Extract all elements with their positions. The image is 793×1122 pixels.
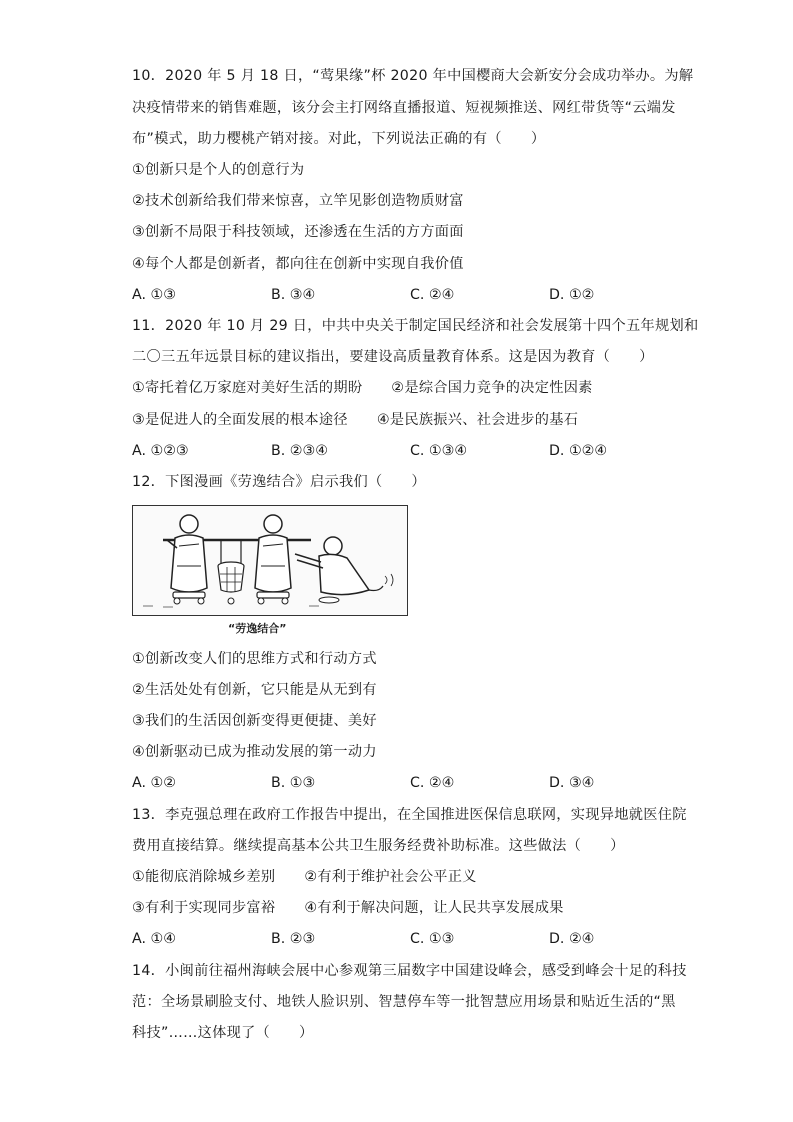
q11-option-c: C. ①③④ (410, 443, 468, 459)
q11-stem-line-2: 二〇三五年远景目标的建议指出，要建设高质量教育体系。这是因为教育（ ） (132, 349, 654, 365)
comic-figure-3 (295, 537, 393, 603)
q13-stem-line-2: 费用直接结算。继续提高基本公共卫生服务经费补助标准。这些做法（ ） (132, 838, 625, 854)
q12-item-1: ①创新改变人们的思维方式和行动方式 (132, 651, 377, 667)
q10-item-4: ④每个人都是创新者，都向往在创新中实现自我价值 (132, 256, 464, 272)
comic-basket (218, 540, 244, 604)
q14-stem-line-1: 14．小闽前往福州海峡会展中心参观第三届数字中国建设峰会，感受到峰会十足的科技 (132, 963, 687, 979)
q10-item-3: ③创新不局限于科技领域，还渗透在生活的方方面面 (132, 224, 464, 240)
comic-image (132, 505, 408, 616)
q12-stem-line-1: 12．下图漫画《劳逸结合》启示我们（ ） (132, 474, 426, 490)
q13-option-d: D. ②④ (549, 931, 595, 947)
q10-stem-line-2: 决疫情带来的销售难题，该分会主打网络直播报道、短视频推送、网红带货等“云端发 (132, 100, 676, 116)
q11-option-a: A. ①②③ (132, 443, 189, 459)
q11-item-2: ③是促进人的全面发展的根本途径 ④是民族振兴、社会进步的基石 (132, 412, 579, 428)
q13-option-c: C. ①③ (410, 931, 455, 947)
q10-option-b: B. ③④ (271, 287, 316, 303)
q13-item-2: ③有利于实现同步富裕 ④有利于解决问题，让人民共享发展成果 (132, 900, 564, 916)
q11-option-d: D. ①②④ (549, 443, 608, 459)
q13-item-1: ①能彻底消除城乡差别 ②有利于维护社会公平正义 (132, 869, 477, 885)
comic-caption: “劳逸结合” (228, 622, 287, 635)
comic-figure-1 (167, 515, 207, 604)
q12-option-c: C. ②④ (410, 775, 455, 791)
q10-item-2: ②技术创新给我们带来惊喜，立竿见影创造物质财富 (132, 193, 464, 209)
q14-stem-line-3: 科技”……这体现了（ ） (132, 1025, 314, 1041)
q12-item-3: ③我们的生活因创新变得更便捷、美好 (132, 713, 377, 729)
q13-option-a: A. ①④ (132, 931, 176, 947)
q10-stem-line-3: 布”模式，助力樱桃产销对接。对此，下列说法正确的有（ ） (132, 131, 546, 147)
q10-stem-line-1: 10．2020 年 5 月 18 日，“莺果缘”杯 2020 年中国樱商大会新安分会成功举办。为解 (132, 68, 694, 84)
comic-figure-2 (255, 515, 291, 604)
q12-item-4: ④创新驱动已成为推动发展的第一动力 (132, 744, 377, 760)
q13-stem-line-1: 13．李克强总理在政府工作报告中提出，在全国推进医保信息联网，实现异地就医住院 (132, 807, 687, 823)
comic-drawing (133, 506, 406, 614)
q13-option-b: B. ②③ (271, 931, 316, 947)
q10-option-a: A. ①③ (132, 287, 176, 303)
q14-stem-line-2: 范：全场景刷脸支付、地铁人脸识别、智慧停车等一批智慧应用场景和贴近生活的“黑 (132, 994, 676, 1010)
q12-option-b: B. ①③ (271, 775, 316, 791)
q11-option-b: B. ②③④ (271, 443, 328, 459)
q10-item-1: ①创新只是个人的创意行为 (132, 162, 305, 178)
q10-option-c: C. ②④ (410, 287, 455, 303)
q10-option-d: D. ①② (549, 287, 595, 303)
q12-option-d: D. ③④ (549, 775, 595, 791)
q11-item-1: ①寄托着亿万家庭对美好生活的期盼 ②是综合国力竞争的决定性因素 (132, 380, 593, 396)
q11-stem-line-1: 11．2020 年 10 月 29 日，中共中央关于制定国民经济和社会发展第十四个五年规划和 (132, 318, 699, 334)
q12-item-2: ②生活处处有创新，它只能是从无到有 (132, 682, 377, 698)
q12-option-a: A. ①② (132, 775, 176, 791)
